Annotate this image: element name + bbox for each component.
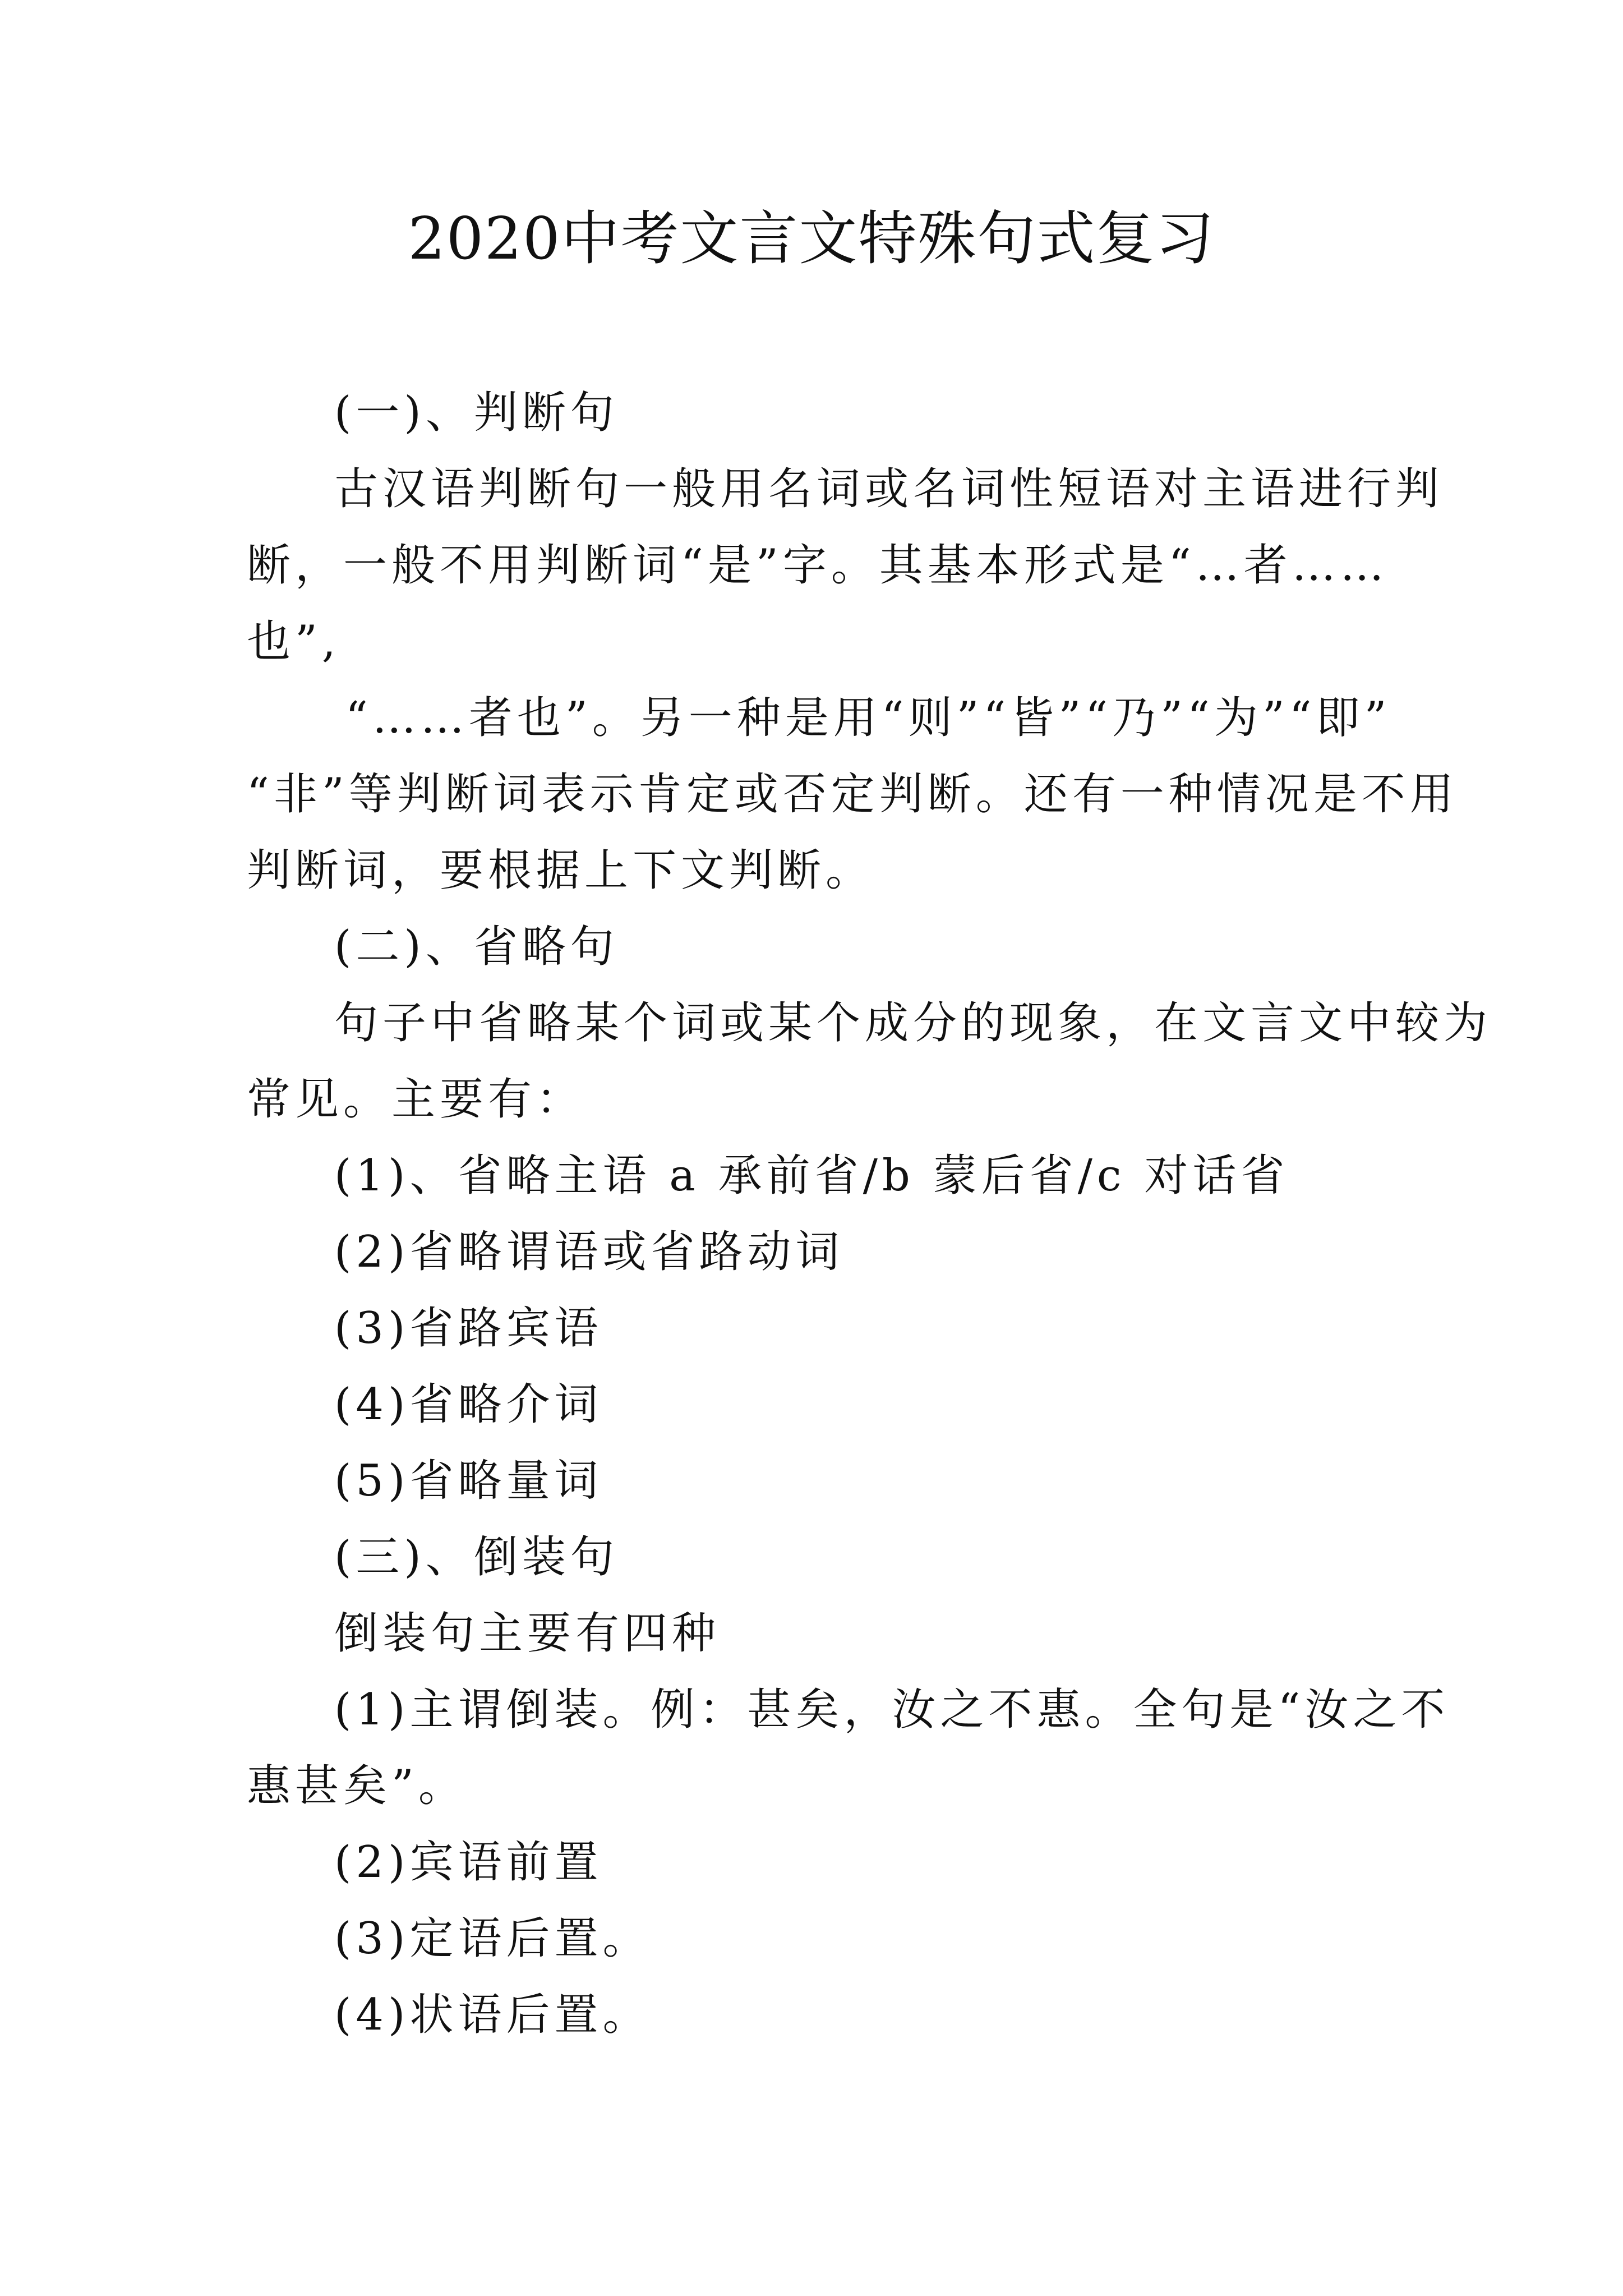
paragraph-line: 断，一般不用判断词“是”字。其基本形式是“…者…… <box>247 540 1389 591</box>
list-item: (2)宾语前置 <box>334 1837 603 1888</box>
paragraph-line: 句子中省略某个词或某个成分的现象，在文言文中较为 <box>334 998 1492 1048</box>
paragraph-line: 古汉语判断句一般用名词或名词性短语对主语进行判 <box>334 464 1444 514</box>
document-title: 2020中考文言文特殊句式复习 <box>408 204 1215 273</box>
paragraph-line: 也”, <box>247 616 340 667</box>
section-heading-ellipsis: (二)、省略句 <box>334 922 619 972</box>
section-heading-judgment: (一)、判断句 <box>334 388 619 438</box>
paragraph-line: 倒装句主要有四种 <box>334 1608 721 1659</box>
list-item: (3)省路宾语 <box>334 1303 603 1354</box>
list-item: (1)主谓倒装。例：甚矣，汝之不惠。全句是“汝之不 <box>334 1685 1450 1735</box>
list-item: (5)省略量词 <box>334 1456 603 1506</box>
paragraph-line: “……者也”。另一种是用“则”“皆”“乃”“为”“即” <box>345 693 1391 743</box>
list-item: (1)、省略主语 a 承前省/b 蒙后省/c 对话省 <box>334 1151 1289 1201</box>
paragraph-line: “非”等判断词表示肯定或否定判断。还有一种情况是不用 <box>247 769 1458 820</box>
list-item: (4)省略介词 <box>334 1379 603 1430</box>
paragraph-line: 判断词，要根据上下文判断。 <box>247 845 874 896</box>
paragraph-line: 常见。主要有： <box>247 1074 585 1125</box>
list-item: (4)状语后置。 <box>334 1990 651 2040</box>
list-item: (3)定语后置。 <box>334 1913 651 1964</box>
paragraph-line: 惠甚矣”。 <box>247 1761 467 1811</box>
document-body <box>247 375 1492 2053</box>
list-item: (2)省略谓语或省路动词 <box>334 1227 844 1277</box>
section-heading-inversion: (三)、倒装句 <box>334 1532 619 1582</box>
